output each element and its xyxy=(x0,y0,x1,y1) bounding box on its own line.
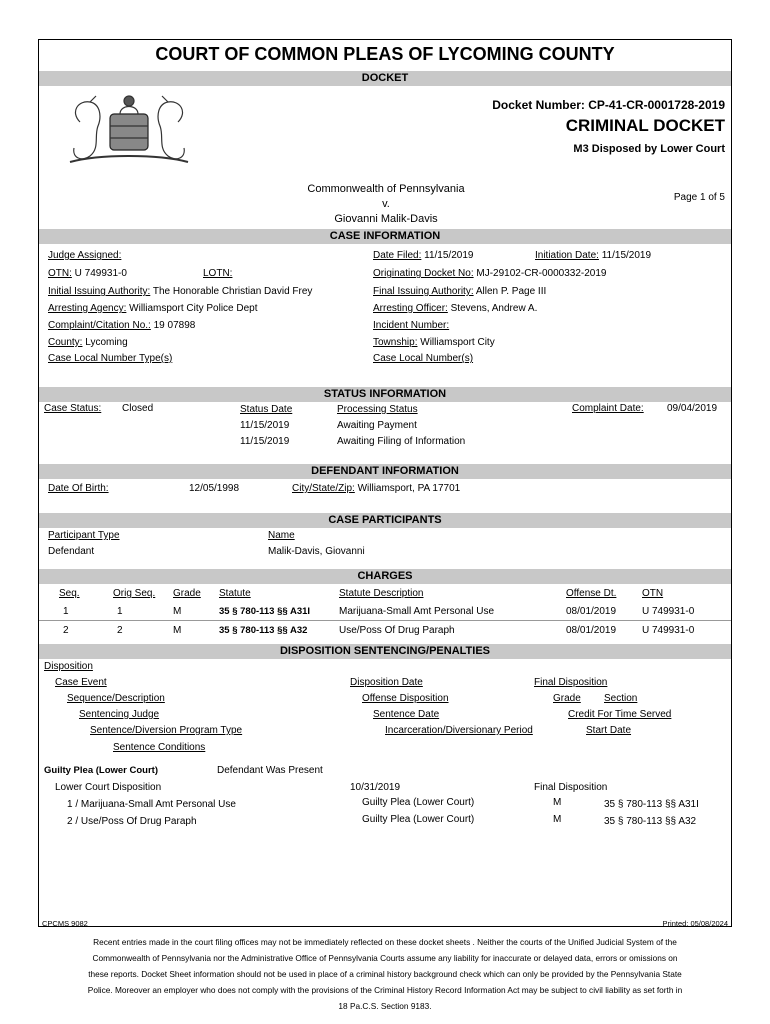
case-status: Closed xyxy=(122,403,154,414)
lower-court-final: Final Disposition xyxy=(534,782,608,793)
case-event: Guilty Plea (Lower Court) xyxy=(44,765,159,776)
case-event-label: Case Event xyxy=(55,677,107,688)
charge-statute: 35 § 780-113 §§ A32 xyxy=(219,625,308,636)
charge-grade: M xyxy=(173,606,182,617)
disposition-item-section: 35 § 780-113 §§ A32 xyxy=(604,816,697,827)
status-date-label: Status Date xyxy=(240,404,293,415)
charges-col-otn: OTN xyxy=(642,588,664,599)
dob-label: Date Of Birth: xyxy=(48,483,109,494)
arresting-officer: Arresting Officer: Stevens, Andrew A. xyxy=(373,303,538,314)
final-issuing-authority: Final Issuing Authority: Allen P. Page III xyxy=(373,286,547,297)
event-note: Defendant Was Present xyxy=(217,765,323,776)
disposition-item-desc: 1 / Marijuana-Small Amt Personal Use xyxy=(67,799,236,810)
sentence-date-label: Sentence Date xyxy=(373,709,440,720)
charge-seq: 1 xyxy=(63,606,69,617)
printed-date: Printed: 05/08/2024 xyxy=(662,919,728,928)
charge-row-divider xyxy=(39,620,731,621)
disposition-note: M3 Disposed by Lower Court xyxy=(573,143,725,155)
participant-type-label: Participant Type xyxy=(48,530,120,541)
complaint-date: 09/04/2019 xyxy=(667,403,718,414)
pennsylvania-coat-of-arms-icon xyxy=(60,92,198,168)
disposition-bar: DISPOSITION SENTENCING/PENALTIES xyxy=(39,644,731,659)
participants-bar: CASE PARTICIPANTS xyxy=(39,513,731,528)
disposition-item-grade: M xyxy=(553,814,562,825)
sentencing-judge-label: Sentencing Judge xyxy=(79,709,160,720)
start-date-label: Start Date xyxy=(586,725,632,736)
caption-line3: Giovanni Malik-Davis xyxy=(334,213,438,225)
docket-type: CRIMINAL DOCKET xyxy=(565,116,725,135)
charges-col-grade: Grade xyxy=(173,588,201,599)
complaint-citation: Complaint/Citation No.: 19 07898 xyxy=(48,320,196,331)
disclaimer-note: Recent entries made in the court filing offices may not be immediately reflected on these docket sheets . Neither the courts of the Unified Judicial System of the Commonwealth of Pennsylvania nor the Administrative Office of Pennsylvania Courts assume any liability for inaccurate or delayed data, errors or omissions on these reports. Docket Sheet information should not be used in place of a criminal history background check which can only be provided by the Pennsylvania State Police. Moreover an employer who does not comply with the provisions of the Criminal History Record Information Act may be subject to civil liability as set forth in 18 Pa.C.S. Section 9183. xyxy=(87,937,683,1011)
disposition-item-disp: Guilty Plea (Lower Court) xyxy=(362,797,475,808)
incarceration-label: Incarceration/Diversionary Period xyxy=(385,725,533,736)
lower-court-date: 10/31/2019 xyxy=(350,782,401,793)
defendant-info-bar: DEFENDANT INFORMATION xyxy=(39,464,731,479)
sentence-conditions-label: Sentence Conditions xyxy=(113,742,206,753)
initial-issuing-authority: Initial Issuing Authority: The Honorable Christian David Frey xyxy=(48,286,313,297)
case-local-number-label: Case Local Number(s) xyxy=(373,353,474,364)
charges-col-statute: Statute xyxy=(219,588,251,599)
credit-time-served-label: Credit For Time Served xyxy=(568,709,672,720)
sequence-description-label: Sequence/Description xyxy=(67,693,165,704)
lower-court-disposition: Lower Court Disposition xyxy=(55,782,162,793)
case-status-label: Case Status: xyxy=(44,403,102,414)
final-disposition-label: Final Disposition xyxy=(534,677,608,688)
case-info-bar: CASE INFORMATION xyxy=(39,229,731,244)
caption-line2: v. xyxy=(382,198,390,210)
charges-bar: CHARGES xyxy=(39,569,731,584)
charge-offense-dt: 08/01/2019 xyxy=(566,625,617,636)
offense-disposition-label: Offense Disposition xyxy=(362,693,449,704)
charge-orig-seq: 2 xyxy=(117,625,123,636)
page-indicator: Page 1 of 5 xyxy=(673,192,725,203)
status-info-bar: STATUS INFORMATION xyxy=(39,387,731,402)
disposition-item-section: 35 § 780-113 §§ A31I xyxy=(604,799,699,810)
status-row-date: 11/15/2019 xyxy=(240,436,290,447)
initiation-date: Initiation Date: 11/15/2019 xyxy=(535,250,652,261)
charge-grade: M xyxy=(173,625,182,636)
charge-offense-dt: 08/01/2019 xyxy=(566,606,617,617)
charges-col-offense-dt: Offense Dt. xyxy=(566,588,617,599)
charge-seq: 2 xyxy=(63,625,69,636)
arresting-agency: Arresting Agency: Williamsport City Police Dept xyxy=(48,303,258,314)
status-row-status: Awaiting Payment xyxy=(337,420,417,431)
otn: OTN: U 749931-0 xyxy=(48,268,127,279)
county: County: Lycoming xyxy=(48,337,128,348)
charges-col-seq: Seq. xyxy=(59,588,80,599)
case-local-type-label: Case Local Number Type(s) xyxy=(48,353,173,364)
section-label: Section xyxy=(604,693,638,704)
charge-desc: Marijuana-Small Amt Personal Use xyxy=(339,606,495,617)
date-filed: Date Filed: 11/15/2019 xyxy=(373,250,474,261)
incident-number-label: Incident Number: xyxy=(373,320,450,331)
disposition-item-grade: M xyxy=(553,797,562,808)
dob: 12/05/1998 xyxy=(189,483,240,494)
disposition-item-disp: Guilty Plea (Lower Court) xyxy=(362,814,475,825)
charges-col-desc: Statute Description xyxy=(339,588,424,599)
disposition-item-desc: 2 / Use/Poss Of Drug Paraph xyxy=(67,816,197,827)
judge-label: Judge Assigned: xyxy=(48,250,122,261)
complaint-date-label: Complaint Date: xyxy=(572,403,644,414)
status-row-status: Awaiting Filing of Information xyxy=(337,436,466,447)
charge-otn: U 749931-0 xyxy=(642,606,695,617)
charge-desc: Use/Poss Of Drug Paraph xyxy=(339,625,455,636)
charges-col-orig-seq: Orig Seq. xyxy=(113,588,156,599)
charge-otn: U 749931-0 xyxy=(642,625,695,636)
charge-statute: 35 § 780-113 §§ A31I xyxy=(219,606,311,617)
caption-line1: Commonwealth of Pennsylvania xyxy=(307,183,465,195)
grade-label: Grade xyxy=(553,693,581,704)
processing-status-label: Processing Status xyxy=(337,404,418,415)
city-state-zip: City/State/Zip: Williamsport, PA 17701 xyxy=(292,483,461,494)
program-type-label: Sentence/Diversion Program Type xyxy=(90,725,243,736)
participant-name-label: Name xyxy=(268,530,295,541)
participant-name: Malik-Davis, Giovanni xyxy=(268,546,365,557)
form-id: CPCMS 9082 xyxy=(42,919,88,928)
lotn-label: LOTN: xyxy=(203,268,233,279)
docket-number: Docket Number: CP-41-CR-0001728-2019 xyxy=(492,98,725,112)
participant-type: Defendant xyxy=(48,546,95,557)
docket-page xyxy=(38,39,732,927)
court-title: COURT OF COMMON PLEAS OF LYCOMING COUNTY xyxy=(155,44,615,64)
status-row-date: 11/15/2019 xyxy=(240,420,290,431)
charge-orig-seq: 1 xyxy=(117,606,123,617)
originating-docket: Originating Docket No: MJ-29102-CR-0000332-2019 xyxy=(373,268,607,279)
disposition-label: Disposition xyxy=(44,661,93,672)
docket-bar: DOCKET xyxy=(39,71,731,86)
township: Township: Williamsport City xyxy=(373,337,495,348)
disposition-date-label: Disposition Date xyxy=(350,677,423,688)
